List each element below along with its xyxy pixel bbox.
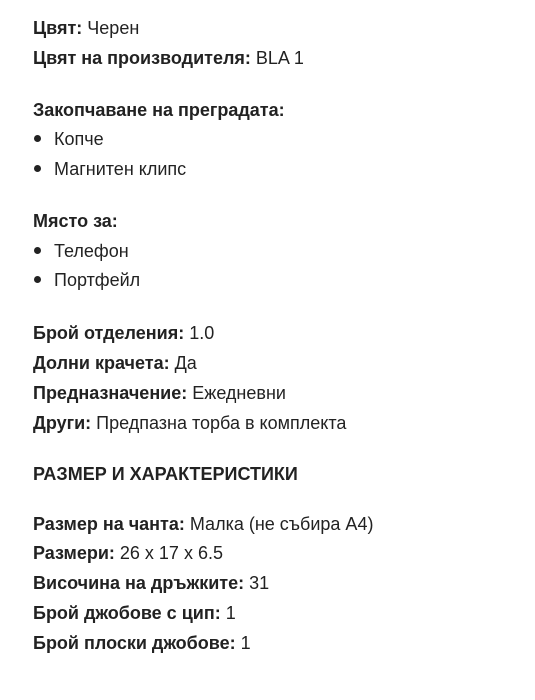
spec-label: Долни крачета: [33, 353, 170, 373]
spec-label: Височина на дръжките: [33, 573, 245, 593]
spec-manufacturer-color [33, 47, 304, 69]
spec-value: Да [169, 353, 197, 373]
bullet-icon [34, 135, 41, 142]
spec-label: Размери: [33, 543, 115, 563]
bullet-icon [34, 247, 41, 254]
spec-value: 31 [244, 573, 270, 593]
spec-label: Други: [33, 413, 92, 433]
spec-label: Брой отделения: [33, 323, 185, 343]
bullet-icon [34, 165, 41, 172]
list-item-text: Копче [54, 129, 104, 149]
list-item-text: Телефон [54, 241, 129, 261]
section-heading: РАЗМЕР И ХАРАКТЕРИСТИКИ [33, 464, 298, 484]
spec-purpose [33, 382, 286, 404]
spec-value: Черен [82, 18, 140, 38]
closure-title: Закопчаване на преградата: [33, 100, 285, 120]
spec-value: 1.0 [184, 323, 215, 343]
list-item-text: Магнитен клипс [54, 159, 187, 179]
spec-dimensions [33, 542, 223, 564]
spec-other [33, 412, 346, 434]
bullet-icon [34, 276, 41, 283]
list-item-text: Портфейл [54, 270, 141, 290]
spec-value: Ежедневни [187, 383, 286, 403]
spec-value: 26 x 17 x 6.5 [114, 543, 223, 563]
spec-label: Размер на чанта: [33, 514, 185, 534]
spec-value: 1 [220, 603, 236, 623]
spec-value: Малка (не събира А4) [184, 514, 374, 534]
spec-value: BLA 1 [250, 48, 304, 68]
list-item [33, 158, 186, 180]
list-item [33, 240, 129, 262]
spec-label: Брой джобове с цип: [33, 603, 221, 623]
spec-bottom-feet [33, 352, 197, 374]
spec-label: Брой плоски джобове: [33, 633, 236, 653]
list-item [33, 269, 140, 291]
spec-handle-height [33, 572, 269, 594]
spec-value: 1 [235, 633, 251, 653]
spec-value: Предпазна торба в комплекта [91, 413, 347, 433]
spec-zip-pockets [33, 602, 236, 624]
list-item [33, 128, 104, 150]
spec-label: Цвят: [33, 18, 83, 38]
spec-compartments [33, 322, 214, 344]
spec-color [33, 17, 139, 39]
space-for-title: Място за: [33, 211, 118, 231]
spec-label: Цвят на производителя: [33, 48, 251, 68]
spec-flat-pockets [33, 632, 251, 654]
spec-label: Предназначение: [33, 383, 188, 403]
spec-bag-size [33, 513, 373, 535]
